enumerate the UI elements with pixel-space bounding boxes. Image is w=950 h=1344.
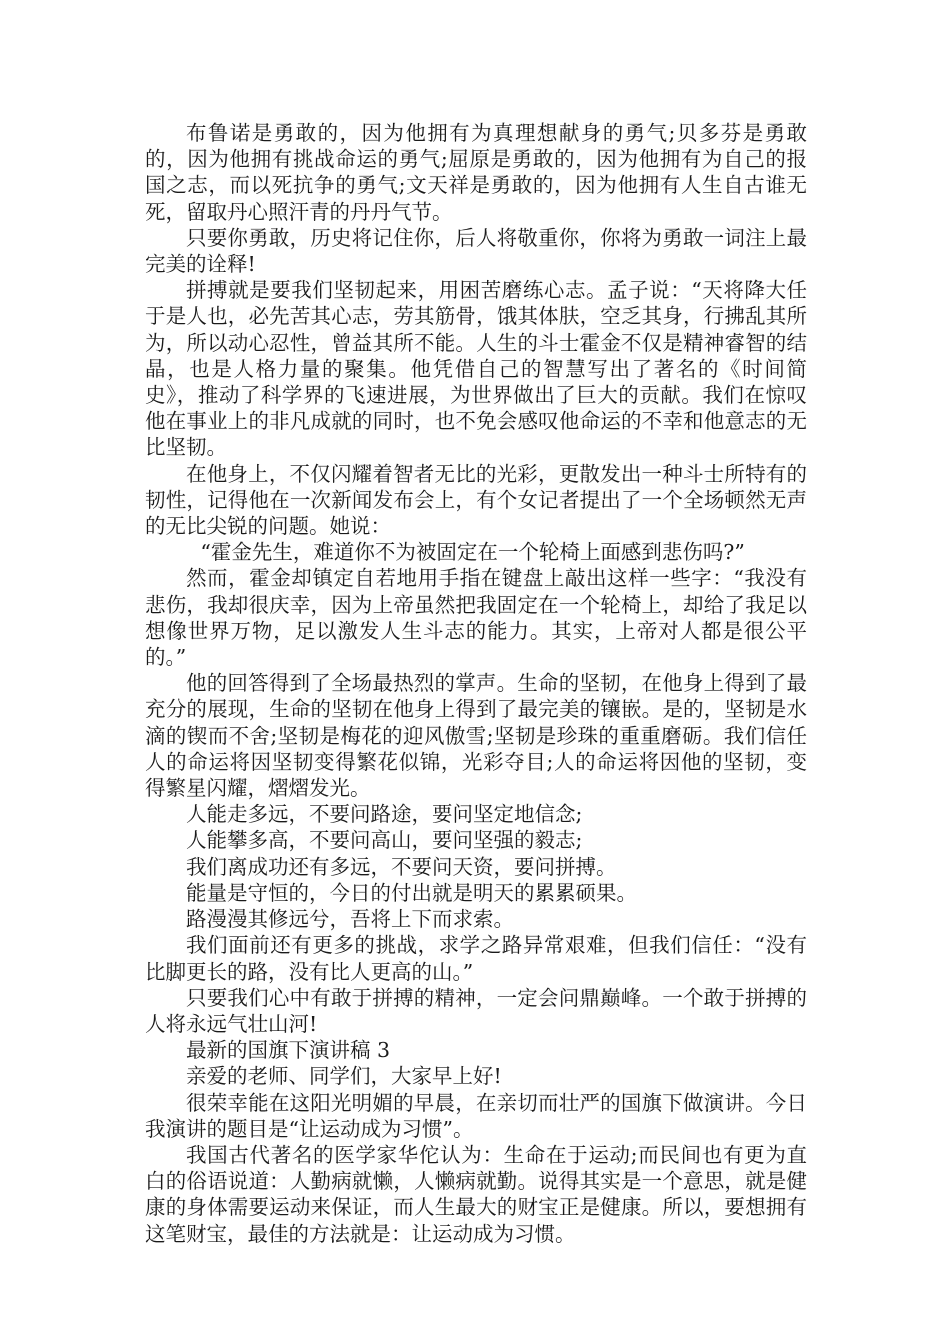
paragraph-greeting: 亲爱的老师、同学们，大家早上好! — [186, 1064, 502, 1089]
paragraph-conclusion: 只要我们心中有敢于拼搏的精神，一定会问鼎巅峰。一个敢于拼搏的人将永远气壮山河! — [145, 985, 807, 1036]
paragraph-line-mountain: 人能攀多高，不要问高山，要问坚强的毅志; — [186, 828, 583, 853]
paragraph-line-road: 人能走多远，不要问路途，要问坚定地信念; — [186, 802, 583, 827]
paragraph-speech-topic: 很荣幸能在这阳光明媚的早晨，在亲切而壮严的国旗下做演讲。今日我演讲的题目是“让运动成为习惯”。 — [145, 1090, 807, 1141]
paragraph-reporter-question: “霍金先生，难道你不为被固定在一个轮椅上面感到悲伤吗?” — [200, 540, 745, 565]
paragraph-line-energy: 能量是守恒的，今日的付出就是明天的累累硕果。 — [186, 880, 637, 905]
document-page — [145, 120, 807, 1247]
paragraph-line-success: 我们离成功还有多远，不要问天资，要问拼搏。 — [186, 854, 617, 879]
paragraph-challenges: 我们面前还有更多的挑战，求学之路异常艰难，但我们信任：“没有比脚更长的路，没有比人更高的山。” — [145, 933, 807, 984]
paragraph-applause: 他的回答得到了全场最热烈的掌声。生命的坚韧，在他身上得到了最充分的展现，生命的坚韧在他身上得到了最完美的镶嵌。是的，坚韧是水滴的锲而不舍;坚韧是梅花的迎风傲雪;坚韧是珍珠的重重磨砺。我们信任人的命运将因坚韧变得繁花似锦，光彩夺目;人的命运将因他的坚韧，变得繁星闪耀，熠熠发光。 — [145, 671, 807, 801]
paragraph-hawking-answer: 然而，霍金却镇定自若地用手指在键盘上敲出这样一些字：“我没有悲伤，我却很庆幸，因为上帝虽然把我固定在一个轮椅上，却给了我足以想像世界万物，足以激发人生斗志的能力。其实，上帝对人都是很公平的。” — [145, 566, 807, 670]
paragraph-courage: 只要你勇敢，历史将记住你，后人将敬重你，你将为勇敢一词注上最完美的诠释! — [145, 225, 807, 277]
paragraph-line-quest: 路漫漫其修远兮，吾将上下而求索。 — [186, 907, 514, 932]
paragraph-mencius: 拼搏就是要我们坚韧起来，用困苦磨练心志。孟子说：“天将降大任于是人也，必先苦其心志，劳其筋骨，饿其体肤，空乏其身，行拂乱其所为，所以动心忍性，曾益其所不能。人生的斗士霍金不仅是精神睿智的结晶，也是人格力量的聚集。他凭借自己的智慧写出了著名的《时间简史》，推动了科学界的飞速进展，为世界做出了巨大的贡献。我们在惊叹他在事业上的非凡成就的同时，也不免会感叹他命运的不幸和他意志的无比坚韧。 — [145, 278, 807, 460]
paragraph-huatuo: 我国古代著名的医学家华佗认为：生命在于运动;而民间也有更为直白的俗语说道：人勤病就懒，人懒病就勤。说得其实是一个意思，就是健康的身体需要运动来保证，而人生最大的财宝正是健康。所以，要想拥有这笔财宝，最佳的方法就是：让运动成为习惯。 — [145, 1142, 807, 1246]
section-heading: 最新的国旗下演讲稿 3 — [186, 1038, 391, 1063]
paragraph-bruno: 布鲁诺是勇敢的，因为他拥有为真理想献身的勇气;贝多芬是勇敢的，因为他拥有挑战命运的勇气;屈原是勇敢的，因为他拥有为自己的报国之志，而以死抗争的勇气;文天祥是勇敢的，因为他拥有人生自古谁无死，留取丹心照汗青的丹丹气节。 — [145, 121, 807, 224]
paragraph-press-conference: 在他身上，不仅闪耀着智者无比的光彩，更散发出一种斗士所特有的韧性，记得他在一次新闻发布会上，有个女记者提出了一个全场顿然无声的无比尖锐的问题。她说： — [145, 461, 807, 539]
